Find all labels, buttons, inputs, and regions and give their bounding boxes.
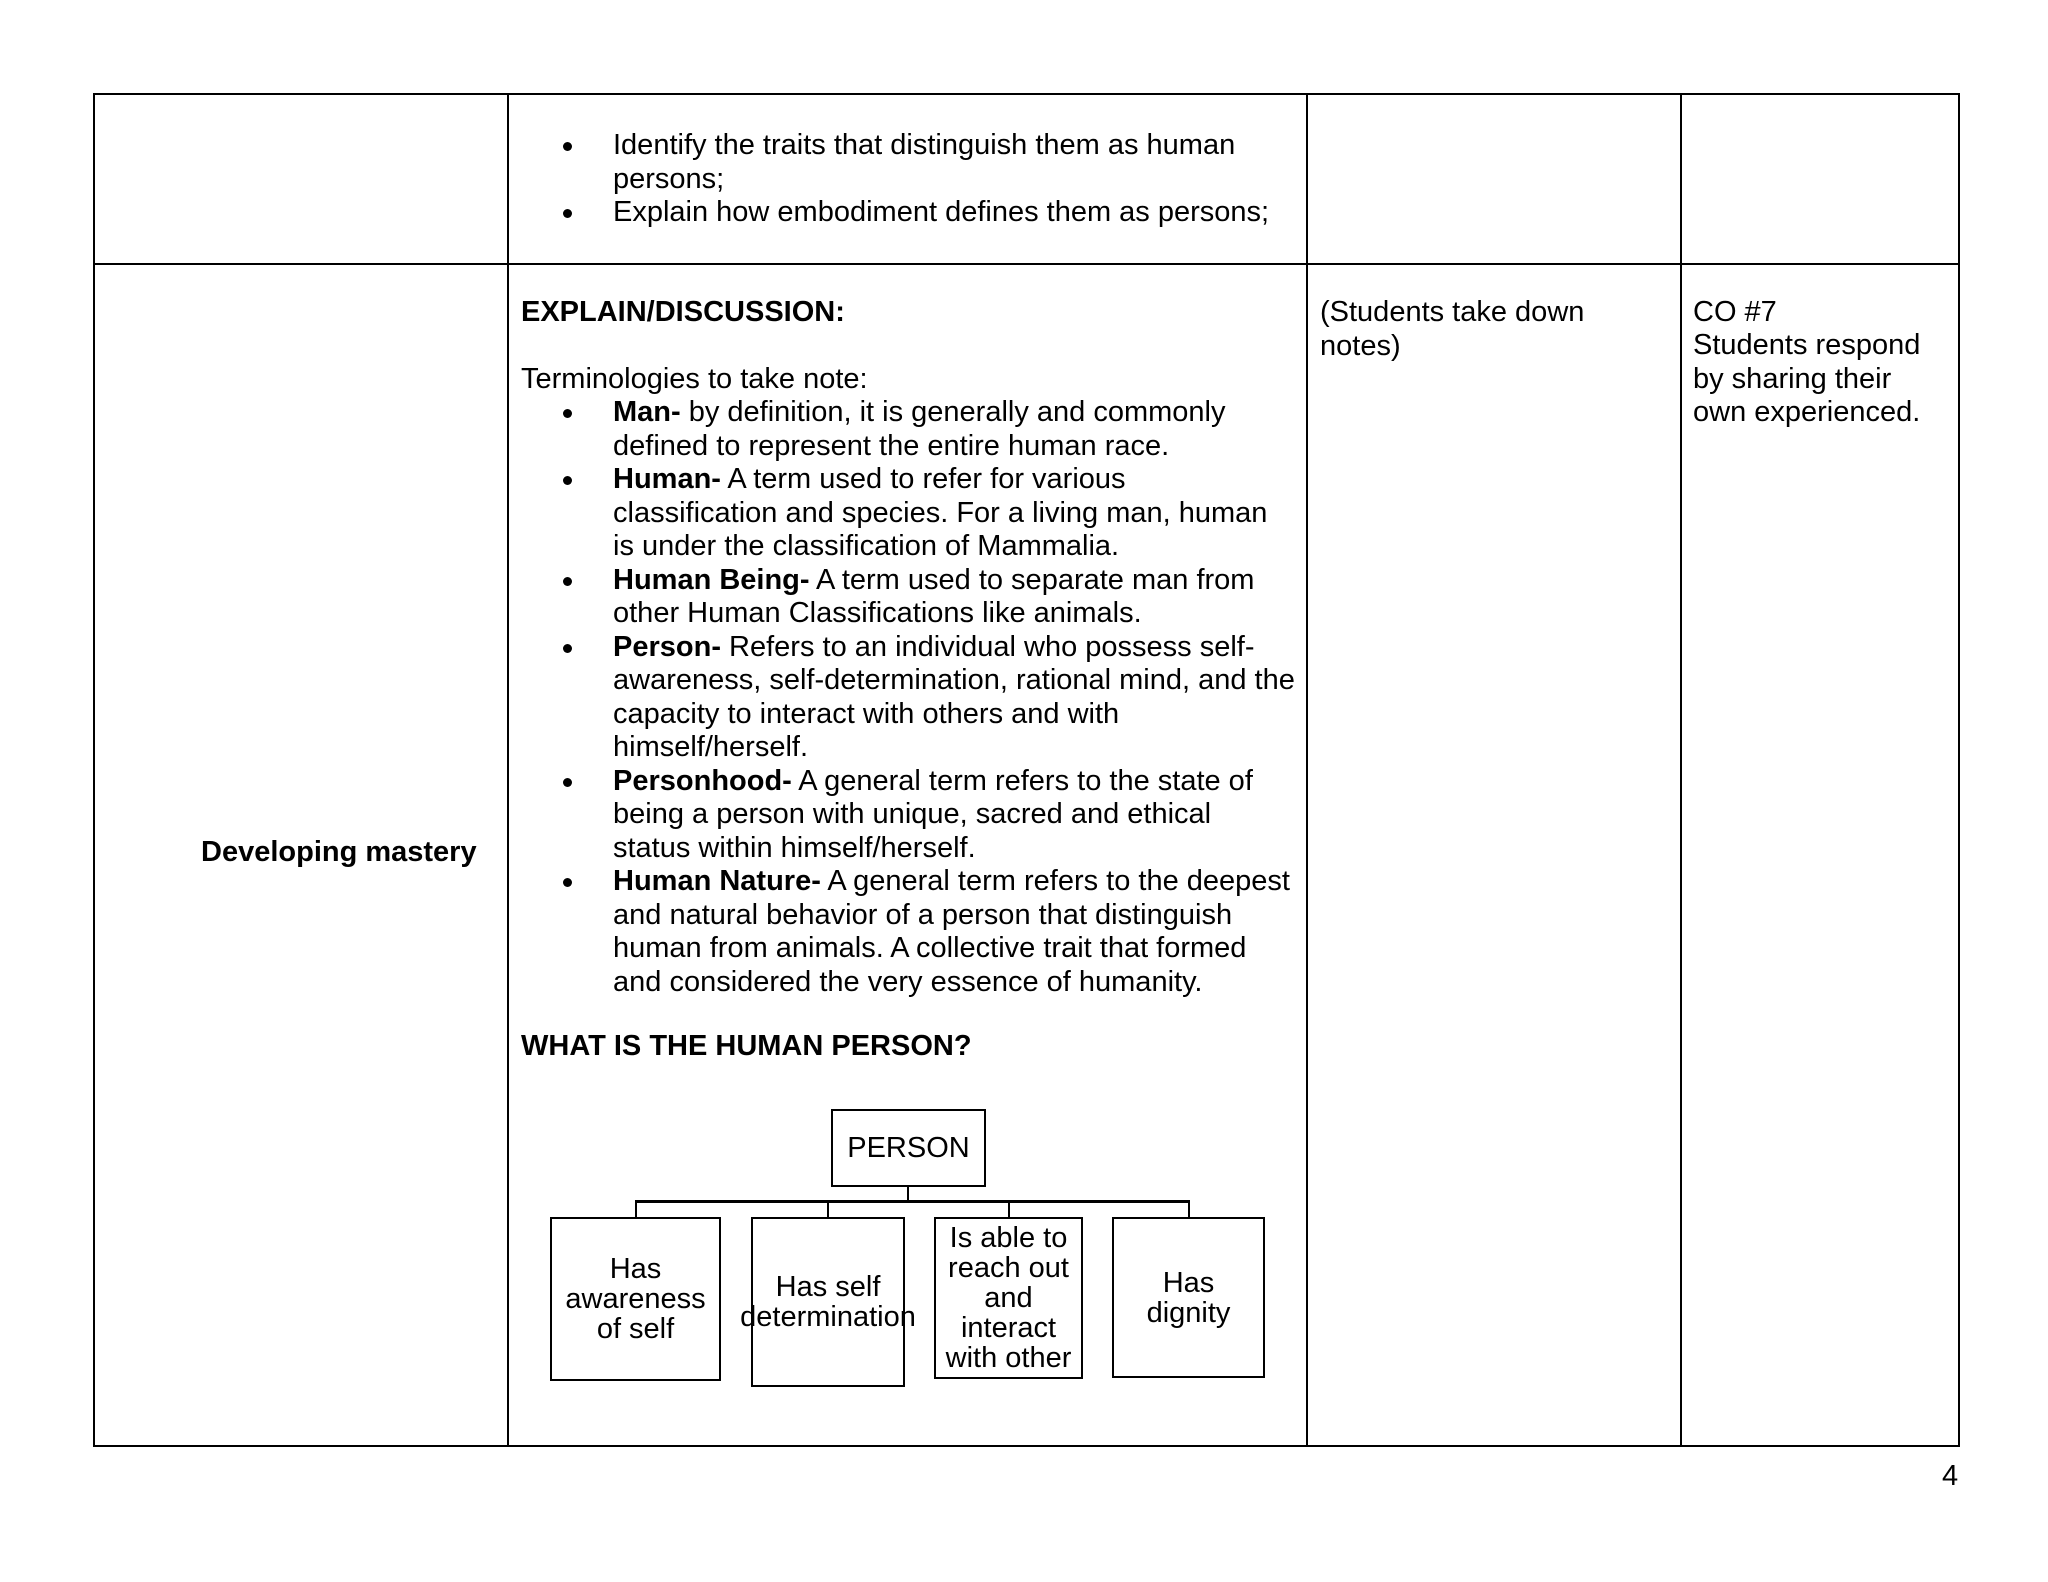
diagram-connector: [1188, 1200, 1190, 1218]
diagram-child-box: Has awareness of self: [550, 1217, 721, 1381]
term-name: Human Nature-: [613, 865, 821, 897]
term-item: [520, 631, 1295, 765]
bullet-icon: [563, 209, 572, 218]
table-border-right: [1958, 93, 1960, 1447]
question-heading: WHAT IS THE HUMAN PERSON?: [521, 1030, 972, 1062]
table-column-divider-1: [507, 93, 509, 1447]
diagram-connector: [1008, 1200, 1010, 1218]
term-name: Man-: [613, 396, 681, 428]
bullet-icon: [563, 409, 572, 418]
diagram-connector: [635, 1200, 637, 1218]
term-definition: A term used to separate man from other Human Classifications like animals.: [613, 563, 1255, 629]
bullet-icon: [563, 644, 572, 653]
term-definition: A general term refers to the state of being a person with unique, sacred and ethical status within himself/herself.: [613, 764, 1253, 864]
term-name: Human-: [613, 463, 721, 495]
diagram-root-box: PERSON: [831, 1109, 986, 1187]
bullet-icon: [563, 778, 572, 787]
diagram-child-box: Has self determination: [751, 1217, 905, 1387]
term-item: [520, 765, 1295, 866]
bullet-icon: [563, 577, 572, 586]
page-number: 4: [1942, 1460, 1959, 1492]
bullet-icon: [563, 476, 572, 485]
remarks-text: Students respond by sharing their own experienced.: [1693, 329, 1921, 428]
bullet-icon: [563, 878, 572, 887]
term-item: [520, 396, 1295, 463]
bullet-icon: [563, 142, 572, 151]
diagram-connector: [827, 1200, 829, 1218]
objective-item: Identify the traits that distinguish them as human persons;: [520, 129, 1290, 196]
remarks-code: CO #7: [1693, 296, 1777, 328]
diagram-child-box: Has dignity: [1112, 1217, 1265, 1378]
diagram-connector: [907, 1187, 909, 1201]
table-border-left: [93, 93, 95, 1447]
table-column-divider-3: [1680, 93, 1682, 1447]
table-column-divider-2: [1306, 93, 1308, 1447]
terms-list: [520, 396, 1295, 999]
term-item: [520, 564, 1295, 631]
objectives-list: [520, 129, 1290, 230]
term-item: [520, 865, 1295, 999]
term-definition: A term used to refer for various classification and species. For a living man, human is under the classification of Mammalia.: [613, 463, 1268, 562]
term-name: Personhood-: [613, 764, 792, 797]
diagram-connector: [635, 1200, 1190, 1203]
discussion-heading: EXPLAIN/DISCUSSION:: [521, 296, 845, 328]
term-definition: by definition, it is generally and commonly defined to represent the entire human race.: [613, 396, 1226, 462]
objective-item: Explain how embodiment defines them as persons;: [520, 196, 1290, 230]
students-activity: (Students take down notes): [1320, 296, 1585, 362]
term-definition: A general term refers to the deepest and natural behavior of a person that distinguish human from animals. A collective trait that formed and considered the very essence of humanity.: [613, 865, 1290, 998]
term-name: Human Being-: [613, 563, 810, 596]
term-name: Person-: [613, 630, 721, 663]
term-definition: Refers to an individual who possess self-awareness, self-determination, rational mind, and the capacity to interact with others and with himself/herself.: [613, 630, 1295, 763]
term-item: [520, 463, 1295, 564]
diagram-child-box: Is able to reach out and interact with other: [934, 1217, 1083, 1379]
stage-label: Developing mastery: [201, 836, 477, 868]
terminology-intro: Terminologies to take note:: [521, 363, 868, 395]
